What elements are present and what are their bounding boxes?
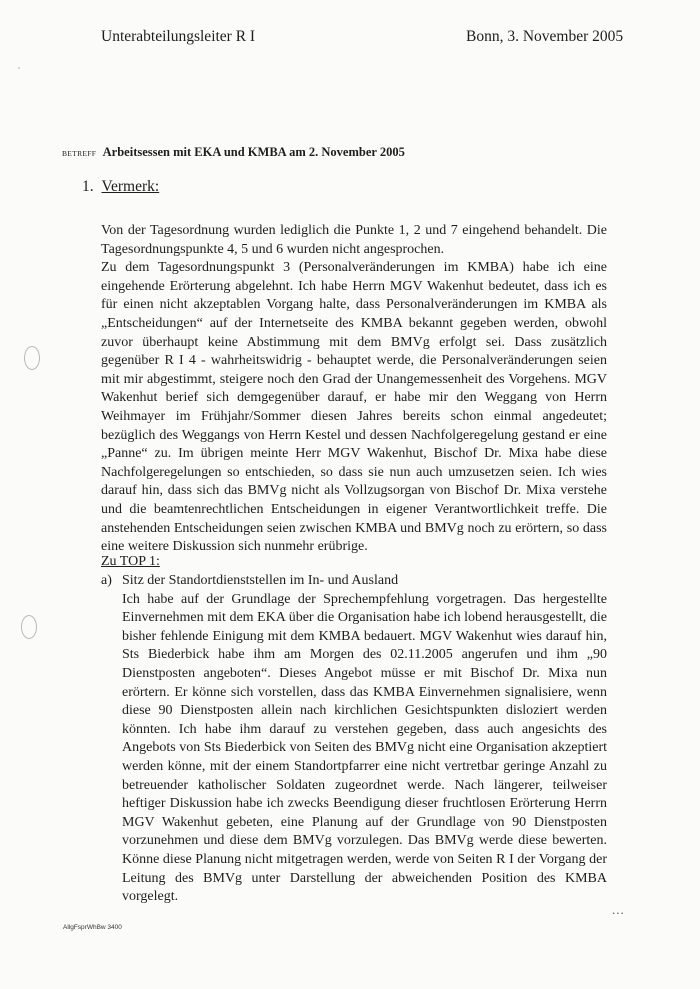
item-a-marker: a)	[101, 573, 112, 588]
scan-speck	[18, 67, 20, 69]
vermerk-paragraph-2: Zu dem Tagesordnungspunkt 3 (Personalveränderungen im KMBA) habe ich eine eingehende Erörterung abgelehnt. Ich habe Herrn MGV Wakenhut bedeutet, dass ich es für einen nicht akzeptablen Vorgang halte, dass Personalveränderungen im KMBA als „Entscheidungen“ auf der Internetseite des KMBA bekannt gegeben werden, obwohl zuvor überhaupt keine Abstimmung mit dem BMVg erfolgt sei. Dass zusätzlich gegenüber R I 4 - wahrheitswidrig - behauptet werde, die Personalveränderungen seien mit mir abgestimmt, steigere noch den Grad der Unangemessenheit des Vorgehens. MGV Wakenhut berief sich demgegenüber darauf, er habe mir den Weggang von Herrn Weihmayer im Frühjahr/Sommer diesen Jahres bereits schon einmal angedeutet; bezüglich des Weggangs von Herrn Kestel und dessen Nachfolgeregelung gestand er eine „Panne“ zu. Im übrigen meinte Herr MGV Wakenhut, Bischof Dr. Mixa habe diese Nachfolgeregelungen so entschieden, so dass sie nun auch umzusetzen seien. Ich wies darauf hin, dass sich das BMVg nicht als Vollzugsorgan von Bischof Dr. Mixa verstehe und die beamtenrechtlichen Entscheidungen in eigener Verantwortlichkeit treffe. Die anstehenden Entscheidungen seien zwischen KMBA und BMVg noch zu erörtern, so dass eine weitere Diskussion sich nunmehr erübrige.	[101, 260, 607, 555]
header-department: Unterabteilungsleiter R I	[101, 28, 256, 45]
punch-hole-upper	[24, 346, 40, 370]
section-1-number: 1.	[82, 178, 94, 195]
top1-heading: Zu TOP 1:	[101, 554, 160, 569]
subject-line	[62, 145, 405, 160]
header-place-date: Bonn, 3. November 2005	[466, 28, 624, 45]
subject-text: Arbeitsessen mit EKA und KMBA am 2. November 2005	[102, 145, 405, 159]
item-a-heading: Sitz der Standortdienststellen im In- und Ausland	[122, 573, 399, 588]
section-1-heading	[82, 178, 159, 196]
vermerk-body	[101, 222, 607, 557]
item-a-text: Ich habe auf der Grundlage der Sprechempfehlung vorgetragen. Das hergestellte Einvernehmen mit dem EKA über die Organisation habe ich lobend herausgestellt, die bisher fehlende Einigung mit dem KMBA bedauert. MGV Wakenhut wies darauf hin, Sts Biederbick habe ihm am Morgen des 02.11.2005 angerufen und ihm „90 Dienstposten angeboten“. Dieses Angebot müsse er mit Bischof Dr. Mixa nun erörtern. Er könne sich vorstellen, dass das KMBA Einvernehmen signalisiere, wenn diese 90 Dienstposten allein nach kirchlichen Gesichtspunkten disloziert werden könnten. Ich habe ihm darauf zu verstehen gegeben, dass auch angesichts des Angebots von Sts Biederbick von Seiten des BMVg nicht eine Organisation akzeptiert werden könne, mit der einem Standortpfarrer eine nicht vertretbar geringe Anzahl zu betreuender katholischer Soldaten zugeordnet werde. Nach längerer, teilweiser heftiger Diskussion habe ich zwecks Beendigung dieser fruchtlosen Erörterung Herrn MGV Wakenhut gebeten, eine Planung auf der Grundlage von 90 Dienstposten vorzunehmen und diese dem BMVg vorzulegen. Das BMVg werde diese bewerten. Könne diese Planung nicht mitgetragen werden, werde von Seiten R I der Vorgang der Leitung des BMVg unter Darstellung der abweichenden Position des KMBA vorgelegt.	[122, 591, 607, 905]
continuation-mark: ...	[612, 902, 625, 917]
section-1-title: Vermerk:	[101, 178, 160, 195]
subject-label: BETREFF	[62, 149, 97, 158]
footer-code: AllgFsprWhBw 3400	[63, 924, 122, 931]
punch-hole-lower	[21, 615, 37, 639]
vermerk-paragraph-1: Von der Tagesordnung wurden lediglich die Punkte 1, 2 und 7 eingehend behandelt. Die Tagesordnungspunkte 4, 5 und 6 wurden nicht angesprochen.	[101, 223, 607, 257]
